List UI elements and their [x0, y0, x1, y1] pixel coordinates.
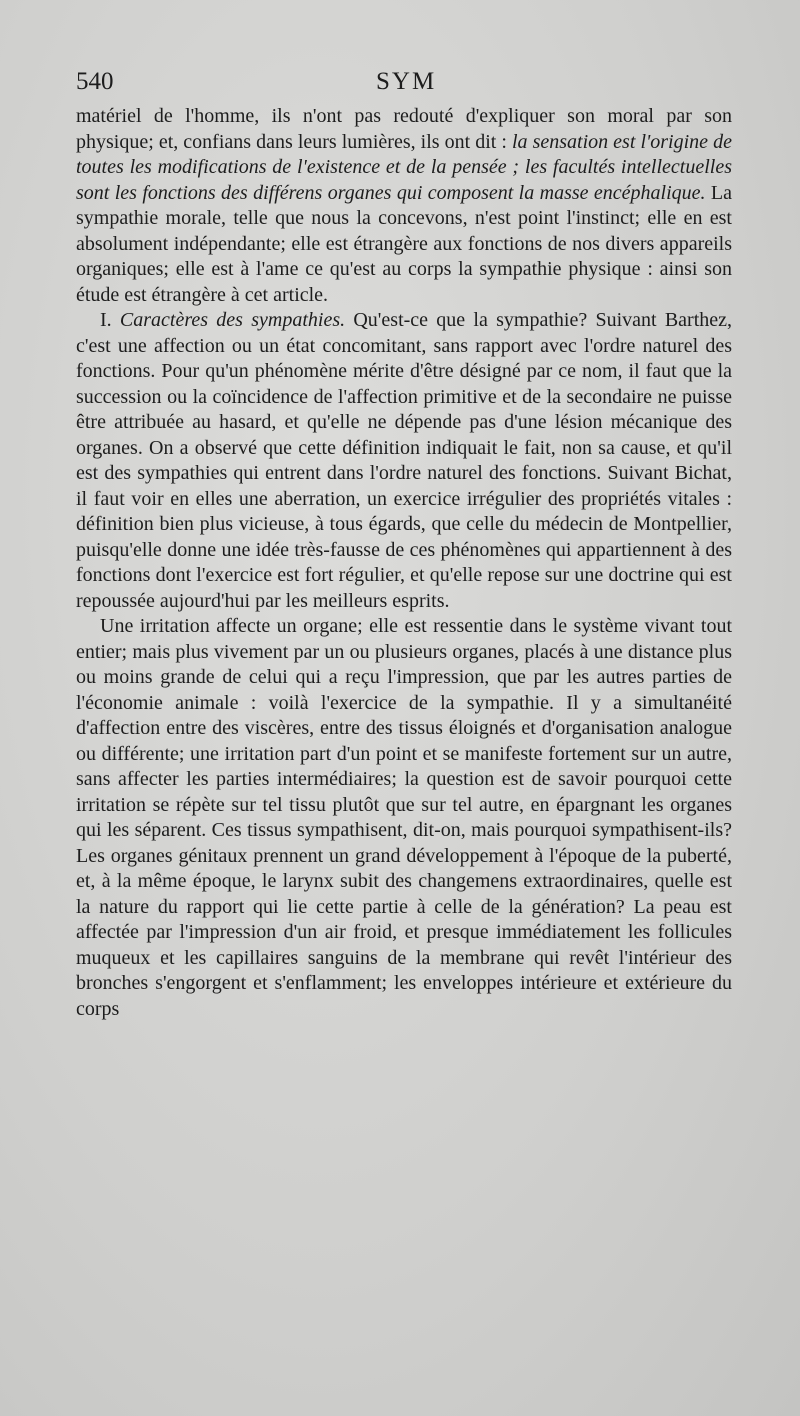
body-text [76, 104, 732, 1022]
running-head: SYM [376, 68, 437, 95]
section-number: I. [100, 309, 120, 331]
section-heading: Caractères des sympathies. [119, 309, 346, 331]
page-header [76, 68, 736, 104]
paragraph-2 [76, 308, 732, 614]
paragraph-1 [76, 104, 732, 308]
paragraph-2-text: Qu'est-ce que la sympathie? Suivant Barthez, c'est une affection ou un état concomitant, sans rapport avec l'ordre naturel des fonctions. Pour qu'un phénomène mérite d'être désigné par ce nom, il faut que la succession ou la coïncidence de l'affection primitive et de la secondaire ne puisse être attribuée au hasard, et qu'elle ne dépende pas d'une lésion mécanique des organes. On a observé que cette définition indiquait le fait, non sa cause, et qu'il est des sympathies qui entrent dans l'ordre naturel des fonctions. Suivant Bichat, il faut voir en elles une aberration, un exercice irrégulier des propriétés vitales : définition bien plus vicieuse, à tous égards, que celle du médecin de Montpellier, puisqu'elle donne une idée très-fausse de ces phénomènes qui appartiennent à des fonctions dont l'exercice est fort régulier, et qu'elle repose sur une doctrine qui est repoussée aujourd'hui par les meilleurs esprits. [76, 309, 733, 612]
paragraph-3-text: Une irritation affecte un organe; elle est ressentie dans le système vivant tout entier; mais plus vivement par un ou plusieurs organes, placés à une distance plus ou moins grande de celui qui a reçu l'impression, que par les autres parties de l'économie animale : voilà l'exercice de la sympathie. Il y a simultanéité d'affection entre des viscères, entre des tissus éloignés et d'organisation analogue ou différente; une irritation part d'un point et se manifeste fortement sur un autre, sans affecter les parties intermédiaires; la question est de savoir pourquoi cette irritation se répète sur tel tissu plutôt que sur tel autre, en épargnant les organes qui les séparent. Ces tissus sympathisent, dit-on, mais pourquoi sympathisent-ils? Les organes génitaux prennent un grand développement à l'époque de la puberté, et, à la même époque, le larynx subit des changemens extraordinaires, quelle est la nature du rapport qui lie cette partie à celle de la génération? La peau est affectée par l'impression d'un air froid, et presque immédiatement les follicules muqueux et les capillaires sanguins de la membrane qui revêt l'intérieur des bronches s'engorgent et s'enflamment; les enveloppes intérieure et extérieure du corps [76, 615, 732, 1020]
paragraph-1-text-a: matériel de l'homme, ils n'ont pas redouté d'expliquer son moral par son physique; et, confians dans leurs lumières, ils ont dit : [76, 105, 732, 153]
page-number: 540 [76, 68, 114, 95]
paragraph-1-text-c: La sympathie morale, telle que nous la concevons, n'est point l'instinct; elle en est absolument indépendante; elle est étrangère aux fonctions de nos divers appareils organiques; elle est à l'ame ce qu'est au corps la sympathie physique : ainsi son étude est étrangère à cet article. [76, 181, 733, 306]
paragraph-1-quote: la sensation est l'origine de toutes les modifications de l'existence et de la pensée ; les facultés intellectuelles sont les fonctions des différens organes qui composent la masse encéphalique. [76, 130, 732, 204]
paragraph-3 [76, 614, 732, 1022]
